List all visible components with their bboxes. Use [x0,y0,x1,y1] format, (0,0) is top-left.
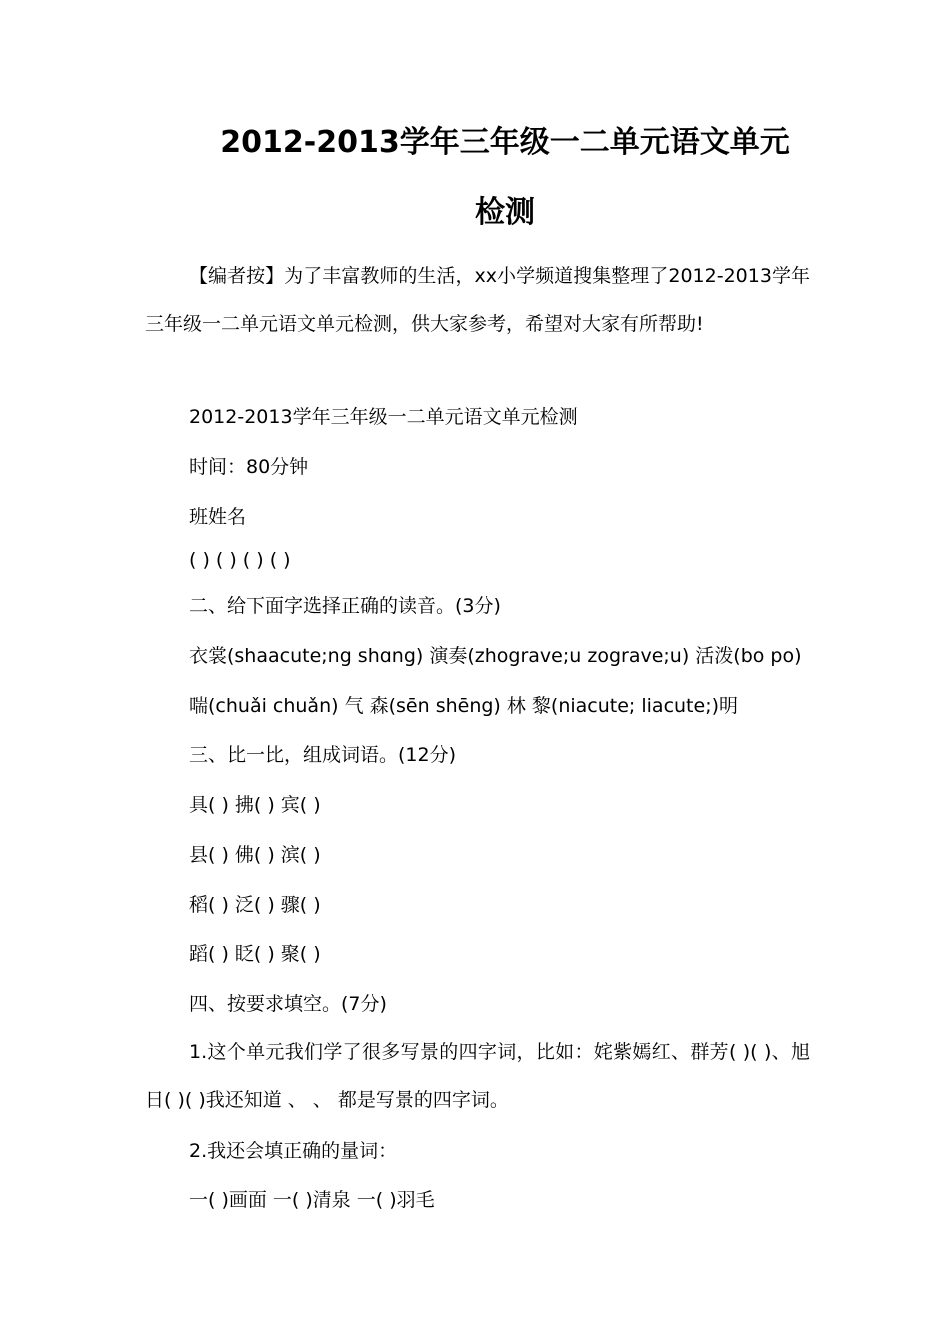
score-blanks: ( ) ( ) ( ) ( ) [189,549,291,571]
section3-row: 稻( ) 泛( ) 骤( ) [189,894,321,916]
class-name-line: 班姓名 [189,506,247,528]
document-title-line2: 检测 [475,195,535,230]
section2-title: 二、给下面字选择正确的读音。(3分) [189,595,501,617]
document-title-line1: 2012-2013学年三年级一二单元语文单元 [220,125,790,160]
section4-question1: 1.这个单元我们学了很多写景的四字词，比如：姹紫嫣红、群芳( )( )、旭日( )( )我还知道 、 、 都是写景的四字词。 [145,1041,810,1111]
editor-note-paragraph: 【编者按】为了丰富教师的生活，xx小学频道搜集整理了2012-2013学年三年级一二单元语文单元检测，供大家参考，希望对大家有所帮助! [145,265,810,335]
time-limit: 时间：80分钟 [189,456,309,478]
section3-title: 三、比一比，组成词语。(12分) [189,744,457,766]
section2-line2: 喘(chuǎi chuǎn) 气 森(sēn shēng) 林 黎(niacute; liacute;)明 [189,695,739,717]
section4-question2-blanks: 一( )画面 一( )清泉 一( )羽毛 [189,1189,435,1211]
section4-question2: 2.我还会填正确的量词： [189,1140,398,1162]
section3-row: 县( ) 佛( ) 滨( ) [189,844,321,866]
section4-title: 四、按要求填空。(7分) [189,993,387,1015]
section3-row: 具( ) 拂( ) 宾( ) [189,794,321,816]
test-heading: 2012-2013学年三年级一二单元语文单元检测 [189,406,578,428]
section3-row: 蹈( ) 眨( ) 聚( ) [189,943,321,965]
section2-line1: 衣裳(shaacute;ng shɑng) 演奏(zhograve;u zograve;u) 活泼(bo po) [189,645,802,667]
